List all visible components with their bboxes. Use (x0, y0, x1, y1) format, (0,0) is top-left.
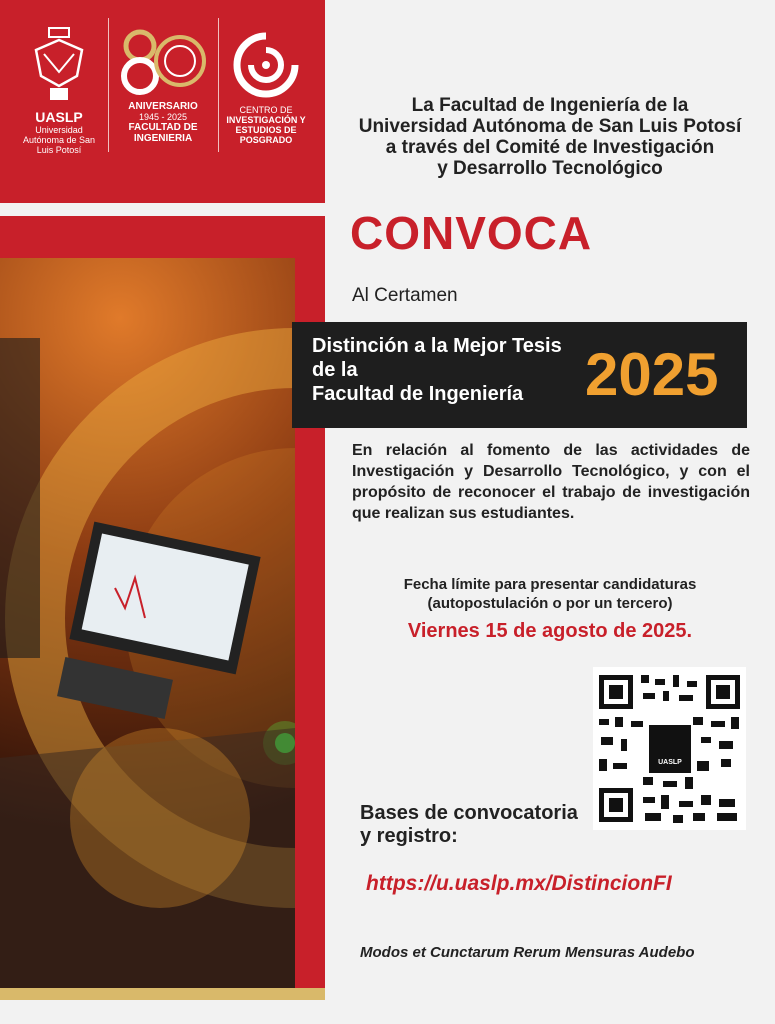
distinction-title (312, 334, 592, 406)
eighty-anniversary-icon (120, 26, 206, 96)
uaslp-logo (14, 26, 104, 155)
header-line4: y Desarrollo Tecnológico (437, 158, 663, 179)
description-paragraph: En relación al fomento de las actividades de Investigación y Desarrollo Tecnológico, y con el propósito de reconocer el trabajo de investigación que realizan sus estudiantes. (352, 442, 750, 522)
deadline-line2: (autopostulación o por un tercero) (427, 595, 673, 612)
white-band (0, 203, 325, 216)
registration-link[interactable]: https://u.uaslp.mx/DistincionFI (366, 872, 672, 895)
bases-line2: y registro: (360, 825, 458, 847)
header-line1: La Facultad de Ingeniería de la (411, 95, 689, 116)
anniversary-years: 1945 - 2025 (138, 112, 188, 122)
lab-photo (0, 258, 295, 988)
bottom-band (0, 1000, 325, 1024)
header-line2: Universidad Autónoma de San Luis Potosí (358, 116, 742, 137)
red-band (0, 216, 325, 264)
convoca-title: CONVOCA (350, 207, 593, 259)
qr-center-label: UASLP (658, 759, 682, 766)
gold-bar (0, 988, 325, 1000)
header-statement (330, 95, 770, 179)
qr-code-icon (593, 667, 746, 830)
eagle-emblem-icon (28, 26, 90, 104)
deadline-info (340, 575, 760, 613)
lab-scene-illustration (0, 258, 295, 988)
university-motto: Modos et Cunctarum Rerum Mensuras Audebo (360, 944, 695, 961)
centro-logo (226, 30, 306, 145)
facultad-label: FACULTAD DE INGENIERIA (128, 122, 198, 144)
centro-swirl-icon (231, 30, 301, 100)
certamen-label: Al Certamen (352, 285, 458, 306)
logo-divider (218, 18, 219, 152)
logo-divider (108, 18, 109, 152)
header-line3: a través del Comité de Investigación (385, 137, 715, 158)
bases-label (360, 802, 578, 848)
deadline-line1: Fecha límite para presentar candidaturas (403, 576, 697, 593)
qr-code[interactable] (593, 667, 746, 830)
centro-line2: INVESTIGACIÓN Y ESTUDIOS DE POSGRADO (226, 115, 306, 145)
deadline-date: Viernes 15 de agosto de 2025. (407, 620, 693, 642)
distinction-line2: de la (312, 359, 358, 381)
distinction-year: 2025 (585, 341, 719, 408)
centro-line1: CENTRO DE (239, 105, 293, 115)
distinction-line1: Distinción a la Mejor Tesis (312, 335, 562, 357)
uaslp-full-name: Universidad Autónoma de San Luis Potosí (22, 125, 96, 155)
aniversario-label: ANIVERSARIO (128, 101, 198, 112)
bases-line1: Bases de convocatoria (360, 802, 578, 824)
uaslp-name: UASLP (35, 109, 83, 125)
aniversario-logo (114, 26, 212, 144)
distinction-line3: Facultad de Ingeniería (312, 383, 524, 405)
